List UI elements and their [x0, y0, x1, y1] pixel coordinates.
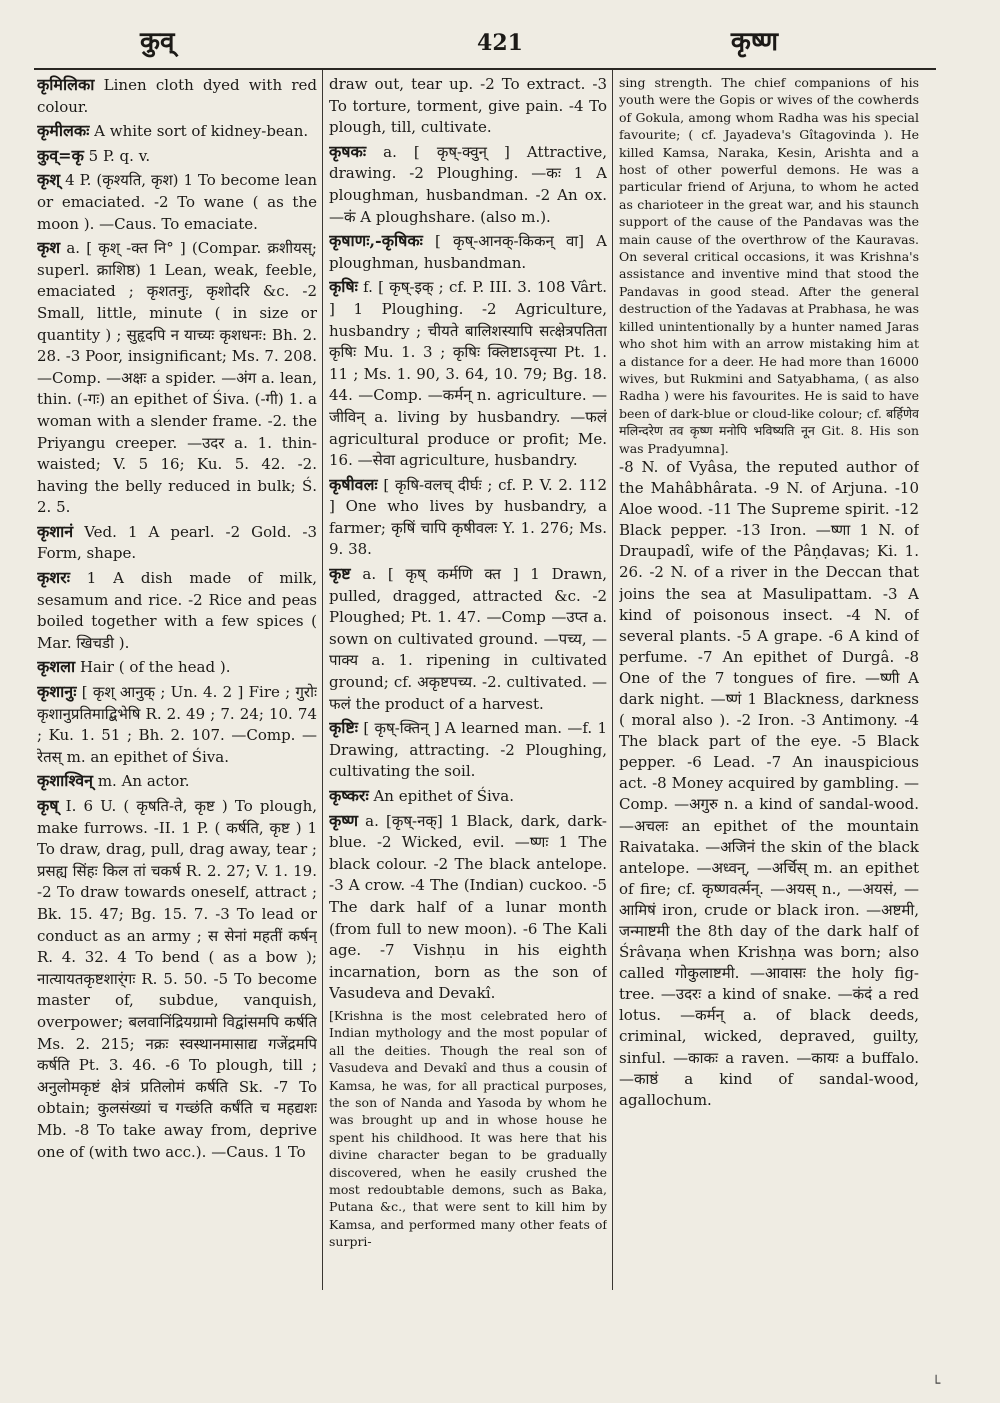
definition-text: a. [ कृष् कर्मणि क्त ] 1 Drawn, pulled, dragged, attracted &c. -2 Ploughed; Pt. 1. 47. —Comp —उप्त a. sown on cultivated ground. —पच्य, —पाक्य a. 1. ripening in cultivated ground; cf. अकृष्टपच्य. -2. cultivated. —फलं the product of a harvest. [329, 565, 607, 713]
headword: कृष्ट [329, 564, 351, 584]
definition-text: a. [ कृश् -क्त नि° ] (Compar. क्रशीयस्; superl. क्राशिष्ठ) 1 Lean, weak, feeble, emaciated ; कृशतनुः, कृशोदरि &c. -2 Small, little, minute ( in size or quantity ) ; सुहृदपि न याच्यः कृशधनः: Bh. 2. 28. -3 Poor, insignificant; Ms. 7. 208. —Comp. —अक्षः a spider. —अंग a. lean, thin. (-गः) an epithet of Śiva. (-गी) 1. a woman with a slender frame. -2. the Priyangu creeper. —उदर a. 1. thin-waisted; V. 5 16; Ku. 5. 42. -2. having the belly reduced in bulk; Ś. 2. 5. [37, 239, 317, 517]
corner-mark: └ [932, 1376, 941, 1392]
headword: कृशला [37, 657, 76, 677]
dictionary-entry [37, 770, 317, 793]
headword: कृष् [37, 796, 59, 815]
headword: कृश [37, 238, 61, 258]
headword: कृषीवलः [329, 474, 378, 494]
dictionary-entry [329, 141, 607, 228]
headword: कृशाश्विन् [37, 771, 94, 791]
krishna-note-continued: sing strength. The chief companions of his youth were the Gopis or wives of the cowherds of Gokula, among whom Radha was his special favourite; ( cf. Jayadeva's Gîtagovinda ). He killed Kamsa, Naraka, Kesin, Arishta and a host of other powerful demons. He was a particular friend of Arjuna, to whom he acted as charioteer in the great war, and his staunch support of the cause of the Pandavas was the main cause of the overthrow of the Kauravas. On several critical occasions, it was Krishna's assistance and inventive mind that stood the Pandavas in good stead. After the general destruction of the Yadavas at Prabhasa, he was killed unintentionally by a hunter named Jaras who shot him with an arrow mistaking him at a distance for a deer. He had more than 16000 wives, but Rukmini and Satyabhama, ( as also Radha ) were his favourites. He is said to have been of dark-blue or cloud-like colour; cf. बर्हिणेव मलिन्दरेण तव कृष्ण मनोपि भविष्यति नून Git. 8. His son was Pradyumna]. [619, 75, 919, 456]
dictionary-entry [37, 169, 317, 235]
column-2 [329, 74, 607, 1289]
dictionary-entry [37, 521, 317, 565]
headword: कृशरः [37, 568, 70, 588]
dictionary-entry [329, 276, 607, 471]
krishna-note: [Krishna is the most celebrated hero of Indian mythology and the most popular of all the deities. Though the real son of Vasudeva and Devakî and thus a cousin of Kamsa, he was, for all practical purposes, the son of Nanda and Yasoda by whom he was brought up and in whose house he spent his childhood. It was here that his divine character began to be gradually discovered, when he easily crushed the most redoubtable demons, such as Baka, Putana &c., that were sent to kill him by Kamsa, and performed many other feats of surpri- [329, 1007, 607, 1250]
dictionary-entry [329, 563, 607, 715]
headword: कृशानं [37, 521, 74, 541]
headword: कृषाणः,-कृषिकः [329, 231, 423, 251]
dictionary-entry [329, 810, 607, 1005]
headword: कृषिः [329, 277, 358, 297]
dictionary-entry [37, 681, 317, 768]
krishna-entry-continued: -8 N. of Vyâsa, the reputed author of the Mahâbhârata. -9 N. of Arjuna. -10 Aloe wood. -11 The Supreme spirit. -12 Black pepper. -13 Iron. —ष्णा 1 N. of Draupadî, wife of the Pâṇḍavas; Ki. 1. 26. -2 N. of a river in the Deccan that joins the sea at Masulipattam. -3 A kind of poisonous insect. -4 N. of several plants. -5 A grape. -6 A kind of perfume. -7 An epithet of Durgâ. -8 One of the 7 tongues of fire. —ष्णी A dark night. —ष्णं 1 Blackness, darkness ( moral also ). -2 Iron. -3 Antimony. -4 The black part of the eye. -5 Black pepper. -6 Lead. -7 An inauspicious act. -8 Money acquired by gambling. —Comp. —अगुरु n. a kind of sandal-wood. —अचलः an epithet of the mountain Raivataka. —अजिनं the skin of the black antelope. —अध्वन्, —अर्चिस् m. an epithet of fire; cf. कृष्णवर्त्मन्. —अयस् n., —अयसं, —आमिषं iron, crude or black iron. —अष्टमी, जन्माष्टमी the 8th day of the dark half of Śrâvaṇa when Krishṇa was born; also called गोकुलाष्टमी. —आवासः the holy fig-tree. —उदरः a kind of snake. —कंदं a red lotus. —कर्मन् a. of black deeds, criminal, wicked, depraved, guilty, sinful. —काकः a raven. —कायः a buffalo. —काष्ठं a kind of sandal-wood, agallochum. [619, 457, 919, 1109]
column-3 [619, 74, 919, 1289]
definition-text: 1 A dish made of milk, sesamum and rice. -2 Rice and peas boiled together with a few spices ( Mar. खिचडी ). [37, 569, 317, 652]
dictionary-entry [37, 145, 317, 168]
definition-text: Ved. 1 A pearl. -2 Gold. -3 Form, shape. [37, 522, 317, 563]
dictionary-entry [329, 230, 607, 274]
definition-text: Hair ( of the head ). [75, 658, 231, 677]
headword: कृमीलकः [37, 121, 90, 141]
dictionary-entry [37, 74, 317, 118]
headword: कृश् [37, 170, 61, 190]
definition-text: [ कृश् आनुक् ; Un. 4. 2 ] Fire ; गुरोः कृशानुप्रतिमाद्बिभेषि R. 2. 49 ; 7. 24; 10. 74 ; Ku. 1. 51 ; Bh. 2. 107. —Comp. —रेतस् m. an epithet of Śiva. [37, 683, 317, 766]
left-running-head: कुव् [140, 27, 175, 57]
right-running-head: कृष्ण [730, 27, 778, 57]
headword: कृषकः [329, 141, 367, 161]
column-1 [37, 74, 317, 1289]
dictionary-entry [37, 120, 317, 143]
dictionary-entry [329, 74, 607, 139]
definition-text: 5 P. q. v. [83, 146, 151, 165]
dictionary-entry [37, 237, 317, 519]
dictionary-entry [37, 656, 317, 679]
dictionary-entry [329, 785, 607, 808]
column-divider-2 [612, 70, 613, 1290]
definition-text: Linen cloth dyed with red colour. [37, 76, 317, 116]
dictionary-entry [37, 567, 317, 654]
definition-text: a. [कृष्-नक्] 1 Black, dark, dark-blue. -2 Wicked, evil. —ष्णः 1 The black colour. -2 The black antelope. -3 A crow. -4 The (Indian) cuckoo. -5 The dark half of a lunar month (from full to new moon). -6 The Kali age. -7 Vishṇu in his eighth incarnation, born as the son of Vasudeva and Devakî. [329, 811, 607, 1003]
definition-text: An epithet of Śiva. [368, 787, 514, 805]
dictionary-entry [37, 795, 317, 1163]
header-rule [34, 68, 936, 70]
dictionary-entry [329, 474, 607, 561]
headword: कृष्करः [329, 786, 369, 805]
dictionary-entry [329, 717, 607, 783]
definition-text: f. [ कृष्-इक् ; cf. P. III. 3. 108 Vârt. ] 1 Ploughing. -2 Agriculture, husbandry ; चीयते बालिशस्यापि सत्क्षेत्रपतिता कृषिः Mu. 1. 3 ; कृषिः क्लिष्टाऽवृत्त्या Pt. 1. 11 ; Ms. 1. 90, 3. 64, 10. 79; Bg. 18. 44. —Comp. —कर्मन् n. agriculture. —जीविन् a. living by husbandry. —फलं agricultural produce or profit; Me. 16. —सेवा agriculture, husbandry. [329, 278, 607, 470]
definition-text: 4 P. (कृश्यति, कृश) 1 To become lean or emaciated. -2 To wane ( as the moon ). —Caus. To emaciate. [37, 171, 317, 233]
definition-text: [ कृषि-वलच् दीर्घः ; cf. P. V. 2. 112 ] One who lives by husbandry, a farmer; कृषिं चापि कृषीवलः Y. 1. 276; Ms. 9. 38. [329, 475, 607, 559]
definition-text: a. [ कृष्-क्वुन् ] Attractive, drawing. -2 Ploughing. —कः 1 A ploughman, husbandman. -2 An ox. —कं A ploughshare. (also m.). [329, 142, 607, 226]
definition-text: draw out, tear up. -2 To extract. -3 To torture, torment, give pain. -4 To plough, till, cultivate. [329, 75, 607, 137]
definition-text: [ कृष्-क्तिन् ] A learned man. —f. 1 Drawing, attracting. -2 Ploughing, cultivating the soil. [329, 719, 607, 781]
headword: कृशानुः [37, 682, 77, 702]
definition-text: [ कृष्-आनक्-किकन् वा] A ploughman, husbandman. [329, 232, 607, 272]
column-divider-1 [322, 70, 323, 1290]
headword: कृष्टिः [329, 718, 359, 738]
headword: कुव्=कृ [37, 145, 84, 165]
headword: कृमिलिका [37, 75, 95, 94]
page-number: 421 [477, 30, 523, 56]
definition-text: m. An actor. [93, 772, 190, 791]
definition-text: A white sort of kidney-bean. [89, 122, 309, 141]
definition-text: I. 6 U. ( कृषति-ते, कृष्ट ) To plough, make furrows. -II. 1 P. ( कर्षति, कृष्ट ) 1 To draw, drag, pull, drag away, tear ; प्रसह्य सिंहः किल तां चकर्ष R. 2. 27; V. 1. 19. -2 To draw towards oneself, attract ; Bk. 15. 47; Bg. 15. 7. -3 To lead or conduct as an army ; स सेनां महतीं कर्षन् R. 4. 32. 4 To bend ( as a bow ); नात्यायतकृष्टशार्ंगः R. 5. 50. -5 To become master of, subdue, vanquish, overpower; बलवानिंद्रियग्रामो विद्वांसमपि कर्षति Ms. 2. 215; नक्रः स्वस्थानमासाद्य गजेंद्रमपि कर्षति Pt. 3. 46. -6 To plough, till ; अनुलोमकृष्टं क्षेत्रं प्रतिलोमं कर्षति Sk. -7 To obtain; कुलसंख्यां च गच्छंति कर्षंति च महद्यशः Mb. -8 To take away from, deprive one of (with two acc.). —Caus. 1 To [37, 797, 317, 1161]
headword: कृष्ण [329, 810, 359, 830]
